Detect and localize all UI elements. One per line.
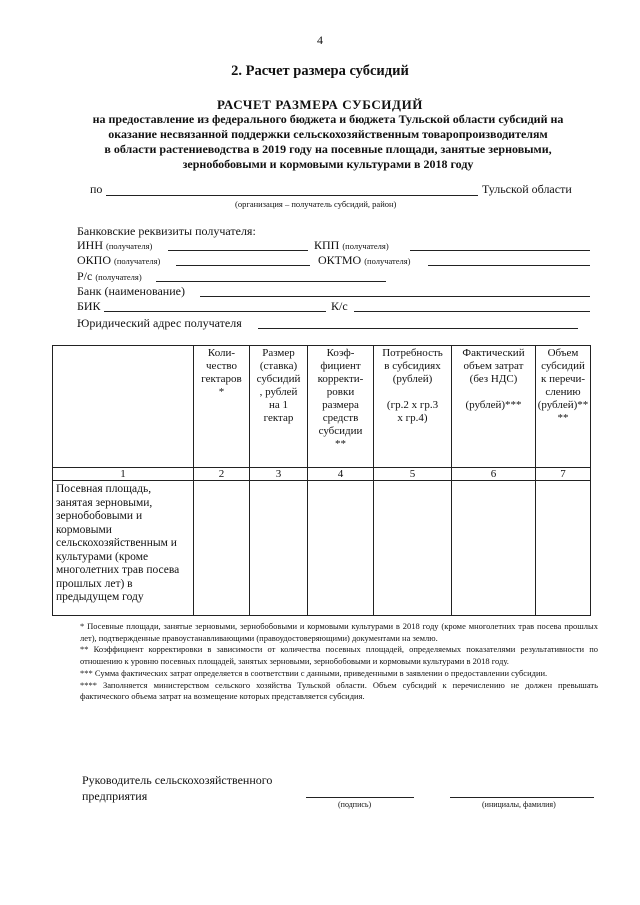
- column-number: 5: [374, 468, 452, 481]
- ks-label: К/с: [331, 299, 348, 313]
- oktmo-note: (получателя): [364, 256, 411, 266]
- bank-name-field[interactable]: [200, 296, 590, 297]
- subtitle-line: зернобобовыми и кормовыми культурами в 2018 году: [182, 157, 474, 171]
- footnote: * Посевные площади, занятые зерновыми, зернобобовыми и кормовыми культурами в 2018 году (кроме многолетних трав посева прошлых лет), подтвержденные правоустанавливающими (правоудостоверяющими) документами на землю.: [80, 621, 598, 643]
- table-header-row: [53, 346, 591, 468]
- okpo-field[interactable]: [176, 265, 310, 266]
- okpo-note: (получателя): [114, 256, 161, 266]
- section-title: 2. Расчет размера субсидий: [231, 63, 409, 79]
- rs-field[interactable]: [156, 281, 386, 282]
- inn-note: (получателя): [106, 241, 153, 251]
- subtitle-line: на предоставление из федерального бюджета и бюджета Тульской области субсидий на: [92, 112, 564, 126]
- signatory-title-cont: предприятия: [82, 789, 148, 803]
- header-cell: [536, 346, 591, 468]
- okpo-text: ОКПО: [77, 253, 112, 267]
- table-row: [53, 481, 591, 616]
- header-cell: [250, 346, 308, 468]
- transfer-amount-cell[interactable]: [536, 481, 591, 616]
- recipient-suffix: Тульской области: [482, 182, 572, 196]
- header-actual-costs: Фактический объем затрат (без НДС) (рублей)***: [462, 347, 525, 411]
- rs-label: [77, 269, 142, 284]
- column-number: 4: [308, 468, 374, 481]
- name-caption: (инициалы, фамилия): [482, 800, 556, 809]
- signatory-title: Руководитель сельскохозяйственного: [82, 773, 273, 787]
- rate-cell[interactable]: [250, 481, 308, 616]
- oktmo-text: ОКТМО: [318, 253, 362, 267]
- bank-name-label: Банк (наименование): [77, 284, 185, 298]
- header-cell: [452, 346, 536, 468]
- address-field[interactable]: [258, 328, 578, 329]
- oktmo-field[interactable]: [428, 265, 590, 266]
- header-cell: [374, 346, 452, 468]
- header-cell: [194, 346, 250, 468]
- bank-title: Банковские реквизиты получателя:: [77, 224, 256, 238]
- quantity-cell[interactable]: [194, 481, 250, 616]
- inn-text: ИНН: [77, 238, 103, 252]
- signature-caption: (подпись): [338, 800, 372, 809]
- actual-costs-cell[interactable]: [452, 481, 536, 616]
- form-subtitle: [68, 112, 588, 172]
- recipient-caption: (организация – получатель субсидий, район): [235, 199, 397, 209]
- inn-field[interactable]: [168, 250, 308, 251]
- ks-field[interactable]: [354, 311, 590, 312]
- subtitle-line: в области растениеводства в 2019 году на посевные площади, занятые зерновыми,: [104, 142, 552, 156]
- footnote: **** Заполняется министерством сельского хозяйства Тульской области. Объем субсидий к перечислению не должен превышать фактического объема затрат на возмещение которых представляется субсидия.: [80, 679, 598, 702]
- subtitle-line: оказание несвязанной поддержки сельскохозяйственным товаропроизводителям: [108, 127, 548, 141]
- kpp-field[interactable]: [410, 250, 590, 251]
- bik-field[interactable]: [104, 311, 326, 312]
- footnote: *** Сумма фактических затрат определяется в соответствии с данными, приведенными в заявлении о предоставлении субсидии.: [80, 667, 548, 678]
- column-number: 1: [53, 468, 194, 481]
- okpo-label: [77, 253, 160, 268]
- column-number: 2: [194, 468, 250, 481]
- need-cell[interactable]: [374, 481, 452, 616]
- kpp-text: КПП: [314, 238, 340, 252]
- column-number-row: [53, 468, 591, 481]
- kpp-note: (получателя): [342, 241, 389, 251]
- kpp-label: [314, 238, 389, 253]
- signature-block: [82, 772, 272, 804]
- page-number: 4: [317, 33, 323, 47]
- inn-label: [77, 238, 152, 253]
- rs-text: Р/с: [77, 269, 93, 283]
- column-number: 3: [250, 468, 308, 481]
- header-transfer-amount: Объем субсидий к перечи- слению (рублей)** **: [537, 347, 589, 424]
- header-quantity: Коли- чество гектаров *: [201, 347, 242, 398]
- header-cell: [53, 346, 194, 468]
- footnotes: [80, 621, 598, 703]
- bik-label: БИК: [77, 299, 101, 313]
- footnote: ** Коэффициент корректировки в зависимости от количества посевных площадей, определяемых показателями результативности по отношению к уровню посевных площадей, занятых зерновыми, зернобобовыми и кормовыми культурами в 2018 году.: [80, 644, 598, 667]
- header-need: Потребность в субсидиях (рублей) (гр.2 х гр.3 х гр.4): [382, 347, 443, 424]
- form-title: РАСЧЕТ РАЗМЕРА СУБСИДИЙ: [216, 97, 423, 112]
- coefficient-cell[interactable]: [308, 481, 374, 616]
- row-label: Посевная площадь, занятая зерновыми, зернобобовыми и кормовыми сельскохозяйственным и культурами (кроме многолетних трав посева прошлых лет) в предыдущем году: [53, 481, 194, 616]
- header-coefficient: Коэф- фициент корректи- ровки размера средств субсидии **: [317, 347, 364, 450]
- header-cell: [308, 346, 374, 468]
- recipient-prefix: по: [90, 182, 103, 196]
- oktmo-label: [318, 253, 411, 268]
- rs-note: (получателя): [95, 272, 142, 282]
- column-number: 6: [452, 468, 536, 481]
- column-number: 7: [536, 468, 591, 481]
- recipient-field[interactable]: [106, 195, 478, 196]
- signature-field[interactable]: [306, 797, 414, 798]
- address-label: Юридический адрес получателя: [77, 316, 242, 330]
- header-rate: Размер (ставка) субсидий , рублей на 1 гектар: [256, 347, 301, 424]
- name-field[interactable]: [450, 797, 594, 798]
- subsidy-table: [52, 345, 591, 616]
